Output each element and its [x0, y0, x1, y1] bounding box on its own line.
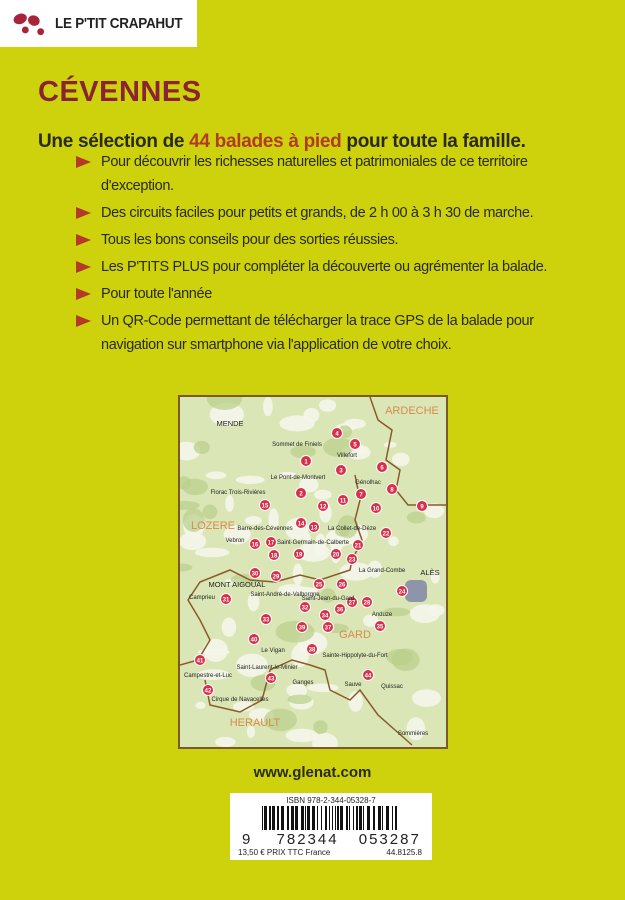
walk-marker[interactable] [320, 610, 331, 621]
place-label: Florac Trois-Rivières [210, 490, 266, 496]
tagline-start: Une sélection de [38, 131, 190, 152]
walk-number: 36 [336, 607, 344, 614]
walk-marker[interactable] [381, 528, 392, 539]
walk-marker[interactable] [296, 488, 307, 499]
walk-marker[interactable] [387, 484, 398, 495]
place-label: ALÈS [420, 568, 440, 577]
place-label: Génolhac [355, 480, 381, 486]
arrow-icon [76, 156, 91, 168]
walk-marker[interactable] [250, 539, 261, 550]
arrow-icon [76, 315, 91, 327]
footprints-icon [10, 7, 47, 41]
walk-number: 5 [353, 442, 357, 449]
map-drawing [180, 397, 446, 747]
walk-marker[interactable] [250, 568, 261, 579]
walk-marker[interactable] [271, 571, 282, 582]
walk-number: 9 [420, 504, 424, 511]
walk-number: 19 [295, 552, 303, 559]
walk-number: 28 [363, 600, 371, 607]
place-label: Cirque de Navacelles [211, 697, 269, 703]
feature-text: Pour découvrir les richesses naturelles et patrimoniales de ce territoire d'exception. [101, 154, 528, 194]
walk-marker[interactable] [203, 685, 214, 696]
terrain-patch [225, 495, 234, 512]
forest-patch [194, 441, 210, 454]
publisher-website[interactable]: www.glenat.com [253, 764, 372, 781]
walk-number: 27 [348, 600, 356, 607]
walk-number: 4 [335, 431, 339, 438]
walk-number: 30 [251, 571, 259, 578]
feature-text: Un QR-Code permettant de télécharger la trace GPS de la balade pour navigation sur smartphone via l'application de votre choix. [101, 313, 534, 353]
walk-number: 3 [339, 468, 343, 475]
terrain-patch [388, 536, 398, 546]
walk-marker[interactable] [363, 670, 374, 681]
place-label: Saint-Jean-du-Gard [301, 596, 355, 602]
walk-number: 12 [319, 504, 327, 511]
forest-patch [392, 649, 420, 672]
price: 13,50 € PRIX TTC France [238, 848, 331, 857]
tagline-end: pour toute la famille. [341, 131, 526, 152]
ales-city [405, 580, 427, 602]
terrain-patch [427, 604, 444, 616]
forest-patch [203, 505, 218, 520]
walk-marker[interactable] [331, 549, 342, 560]
walk-marker[interactable] [269, 550, 280, 561]
barcode-first-digit: 9 [242, 831, 253, 848]
terrain-patch [279, 415, 314, 431]
walk-number: 32 [301, 605, 309, 612]
place-label: Anduze [371, 612, 393, 618]
walk-number: 16 [251, 542, 259, 549]
walk-number: 31 [222, 597, 230, 604]
walk-marker[interactable] [338, 495, 349, 506]
forest-patch [407, 512, 426, 524]
barcode-group1: 782344 [276, 831, 339, 848]
walk-number: 22 [382, 531, 390, 538]
walk-marker[interactable] [294, 549, 305, 560]
walk-marker[interactable] [309, 522, 320, 533]
forest-patch [287, 695, 311, 704]
region-label: HERAULT [229, 717, 281, 729]
walk-marker[interactable] [336, 465, 347, 476]
terrain-patch [412, 689, 441, 707]
tagline-highlight: 44 balades à pied [189, 131, 342, 152]
terrain-patch [392, 453, 410, 467]
walk-number: 34 [321, 613, 329, 620]
forest-patch [276, 621, 315, 643]
walk-marker[interactable] [332, 428, 343, 439]
walk-marker[interactable] [353, 540, 364, 551]
department-border [180, 475, 362, 665]
region-label: GARD [339, 629, 371, 641]
walk-marker[interactable] [350, 439, 361, 450]
feature-text: Tous les bons conseils pour des sorties réussies. [101, 232, 399, 248]
walk-marker[interactable] [397, 586, 408, 597]
place-label: Ganges [292, 680, 314, 686]
walk-number: 38 [308, 647, 316, 654]
walk-number: 8 [390, 487, 394, 494]
walk-marker[interactable] [195, 655, 206, 666]
feature-item [76, 150, 596, 198]
place-label: Villefort [337, 453, 357, 459]
barcode-group2: 053287 [358, 831, 421, 848]
walk-number: 37 [324, 625, 332, 632]
forest-patch [182, 479, 208, 496]
walk-marker[interactable] [221, 594, 232, 605]
walk-marker[interactable] [323, 622, 334, 633]
walk-marker[interactable] [249, 634, 260, 645]
feature-text: Des circuits faciles pour petits et grands, de 2 h 00 à 3 h 30 de marche. [101, 205, 534, 221]
walks-map [178, 395, 448, 749]
place-label: Saint-Germain-de-Calberte [276, 540, 350, 546]
walk-marker[interactable] [300, 602, 311, 613]
feature-text: Pour toute l'année [101, 286, 212, 302]
walk-number: 7 [359, 492, 363, 499]
place-label: Barre-des-Cévennes [237, 526, 293, 532]
terrain-patch [236, 476, 265, 484]
forest-patch [180, 501, 200, 510]
place-label: Le Vigan [261, 648, 285, 654]
walk-number: 42 [204, 688, 212, 695]
feature-item [76, 201, 596, 225]
terrain-patch [206, 472, 227, 480]
walk-marker[interactable] [347, 554, 358, 565]
barcode-digits [240, 831, 423, 848]
walk-marker[interactable] [266, 537, 277, 548]
arrow-icon [76, 288, 91, 300]
terrain-patch [319, 399, 336, 411]
terrain-patch [203, 639, 227, 662]
place-label: Le Pont-de-Montvert [270, 475, 326, 481]
walk-marker[interactable] [261, 614, 272, 625]
walk-number: 13 [310, 525, 318, 532]
walk-marker[interactable] [337, 579, 348, 590]
place-label: Quissac [381, 684, 403, 690]
walk-number: 10 [372, 506, 380, 513]
walk-number: 24 [398, 589, 406, 596]
terrain-patch [245, 516, 262, 525]
walk-marker[interactable] [307, 644, 318, 655]
terrain-patch [222, 617, 237, 636]
forest-patch [180, 563, 192, 571]
walk-number: 6 [380, 465, 384, 472]
place-label: Saint-André-de-Valborgne [250, 592, 320, 598]
place-label: Camprieu [188, 595, 216, 601]
walk-marker[interactable] [362, 597, 373, 608]
feature-item [76, 228, 596, 252]
walk-marker[interactable] [297, 622, 308, 633]
series-name: LE P'TIT CRAPAHUT [55, 15, 183, 32]
isbn: ISBN 978-2-344-05328-7 [286, 796, 376, 805]
terrain-patch [195, 548, 230, 557]
place-label: Sainte-Hippolyte-du-Fort [322, 653, 388, 659]
walk-number: 33 [262, 617, 270, 624]
feature-text: Les P'TITS PLUS pour compléter la découverte ou agrémenter la balade. [101, 259, 548, 275]
walk-marker[interactable] [260, 500, 271, 511]
walk-number: 15 [261, 503, 269, 510]
feature-list [76, 150, 596, 360]
feature-item [76, 309, 596, 357]
arrow-icon [76, 261, 91, 273]
forest-patch [313, 720, 328, 734]
walk-marker[interactable] [318, 501, 329, 512]
place-label: Sommières [397, 731, 429, 737]
walk-marker[interactable] [296, 518, 307, 529]
walk-number: 44 [364, 673, 372, 680]
walk-number: 25 [315, 582, 323, 589]
walk-marker[interactable] [377, 462, 388, 473]
walk-marker[interactable] [417, 501, 428, 512]
feature-item [76, 282, 596, 306]
book-title: CÉVENNES [38, 76, 202, 108]
place-label: MONT AIGOUAL [208, 580, 266, 589]
series-logo [0, 0, 197, 47]
walk-number: 21 [354, 543, 362, 550]
walk-marker[interactable] [266, 673, 277, 684]
walk-number: 23 [348, 557, 356, 564]
walk-number: 20 [332, 552, 340, 559]
walk-number: 17 [267, 540, 275, 547]
walk-marker[interactable] [375, 621, 386, 632]
walk-number: 43 [267, 676, 275, 683]
walk-number: 1 [304, 459, 308, 466]
walk-number: 2 [299, 491, 303, 498]
region-label: LOZERE [190, 520, 236, 532]
walk-number: 29 [272, 574, 280, 581]
walk-marker[interactable] [371, 503, 382, 514]
walk-number: 26 [338, 582, 346, 589]
place-label: Sauve [344, 682, 362, 688]
place-label: MENDE [216, 419, 244, 428]
place-label: Sommet de Finiels [272, 442, 322, 448]
barcode-label [230, 793, 432, 860]
place-label: Campestre-et-Luc [183, 673, 233, 679]
arrow-icon [76, 234, 91, 246]
walk-number: 39 [298, 625, 306, 632]
walk-marker[interactable] [314, 579, 325, 590]
feature-item [76, 255, 596, 279]
walk-marker[interactable] [301, 456, 312, 467]
walk-number: 11 [339, 498, 347, 505]
walk-number: 18 [270, 553, 278, 560]
place-label: La Grand-Combe [358, 568, 406, 574]
walk-marker[interactable] [356, 489, 367, 500]
product-code: 44.8125.8 [386, 848, 422, 857]
terrain-patch [314, 490, 332, 500]
terrain-patch [263, 397, 273, 416]
place-label: Saint-Laurent-le-Minier [236, 665, 298, 671]
walk-marker[interactable] [335, 604, 346, 615]
terrain-patch [384, 442, 397, 448]
place-label: La Collet-de-Dèze [327, 526, 377, 532]
region-label: ARDECHE [385, 405, 439, 417]
walk-number: 14 [297, 521, 305, 528]
terrain-patch [293, 563, 303, 585]
walk-number: 41 [196, 658, 204, 665]
walk-number: 35 [376, 624, 384, 631]
arrow-icon [76, 207, 91, 219]
terrain-patch [215, 737, 235, 747]
barcode-bars [262, 806, 402, 830]
walk-number: 40 [250, 637, 258, 644]
place-label: Vebron [225, 538, 245, 544]
terrain-patch [195, 702, 205, 709]
